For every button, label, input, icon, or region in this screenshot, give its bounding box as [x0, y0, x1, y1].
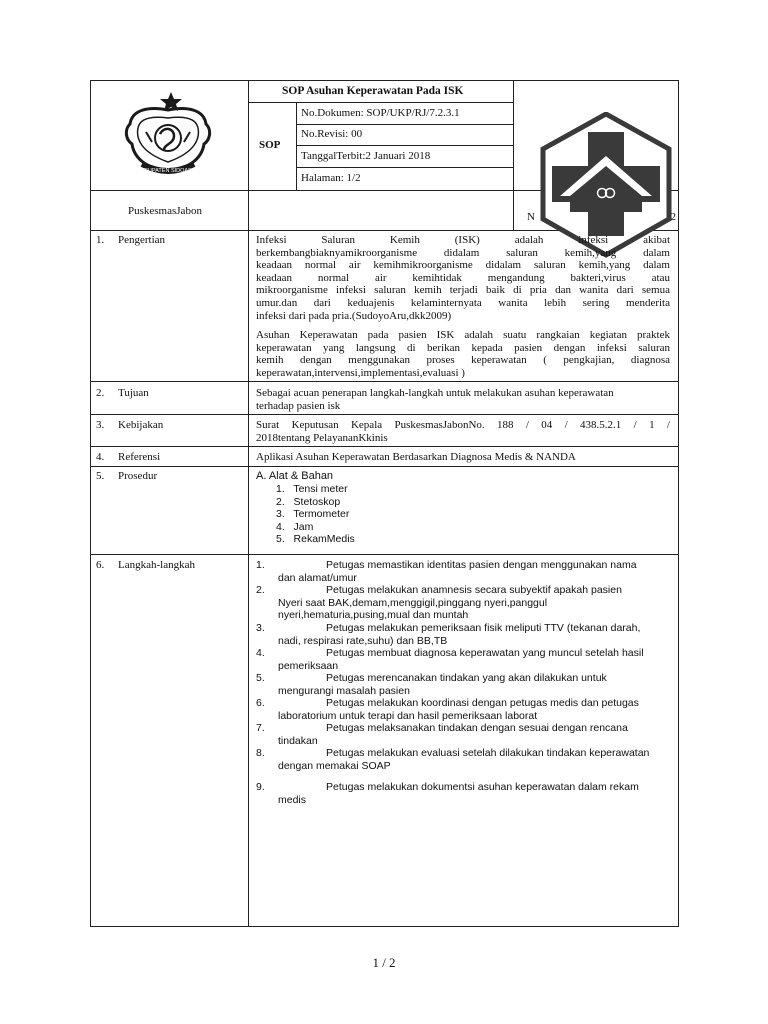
pengertian-p1-line: keadaan normal air kemihtidak mengandung bakteri,virus atau: [256, 271, 670, 284]
pengertian-paragraph-1: [256, 234, 670, 322]
alat-bahan-list: [276, 483, 355, 546]
sop-divider: [296, 102, 297, 190]
alat-item-5: [276, 533, 355, 546]
sidoarjo-emblem-icon: [116, 86, 216, 184]
pengertian-p2-line: keperawatan yang langsung di berikan kepada pasien dengan infeksi saluran: [256, 341, 670, 354]
step-text-continued: medis: [278, 793, 307, 806]
step-text-continued: tindakan: [278, 734, 318, 747]
step-text: Petugas merencanakan tindakan yang akan dilakukan untuk: [326, 672, 607, 684]
pengertian-p1-line: umur.dan dari keduajenis kelaminternyata wanita lebih sering menderita: [256, 296, 670, 309]
step-text-continued: dengan memakai SOAP: [278, 759, 391, 772]
section-6-label: Langkah-langkah: [118, 559, 195, 571]
section-line-5: [90, 466, 678, 467]
section-line-4: [90, 446, 678, 447]
section-2-number: 2.: [96, 387, 105, 399]
step-number: 4.: [256, 647, 265, 659]
pengertian-p2-line: keperawatan,intervensi,implementasi,evaluasi ): [256, 366, 465, 379]
alat-item-text: Stetoskop: [293, 495, 341, 508]
alat-item-text: Termometer: [293, 508, 350, 520]
alat-item-number: 2.: [276, 495, 285, 508]
section-4-number: 4.: [96, 451, 105, 463]
meta-row-line-3: [296, 167, 514, 168]
step-number: 5.: [256, 672, 265, 684]
step-text-continued: laboratorium untuk terapi dan hasil pemeriksaan laborat: [278, 709, 538, 722]
section-5-number: 5.: [96, 470, 105, 482]
tujuan-line-2: terhadap pasien isk: [256, 400, 341, 412]
alat-item-4: [276, 521, 355, 534]
no-dokumen: No.Dokumen: SOP/UKP/RJ/7.2.3.1: [301, 107, 460, 119]
section-line-2: [90, 381, 678, 382]
section-3-label: Kebijakan: [118, 419, 164, 431]
pengertian-p1-line: infeksi dari pada pria.(SudoyoAru,dkk2009): [256, 309, 452, 322]
step-number: 9.: [256, 781, 265, 793]
alat-item-text: Jam: [293, 520, 314, 533]
alat-item-text: RekamMedis: [293, 533, 355, 545]
alat-item-text: Tensi meter: [293, 483, 348, 495]
section-1-number: 1.: [96, 234, 105, 246]
meta-row-line-2: [296, 145, 514, 146]
puskesmas-name: PuskesmasJabon: [128, 205, 202, 217]
section-2-label: Tujuan: [118, 387, 149, 399]
page-number: 1 / 2: [372, 955, 396, 970]
tujuan-line-1: Sebagai acuan penerapan langkah-langkah untuk melakukan asuhan keperawatan: [256, 387, 614, 399]
kebijakan-line-2: 2018tentang PelayananKkinis: [256, 432, 388, 444]
border-right: [678, 80, 679, 927]
step-text: Petugas melakukan dokumentsi asuhan keperawatan dalam rekam: [326, 781, 639, 793]
no-revisi: No.Revisi: 00: [301, 128, 363, 140]
alat-item-number: 1.: [276, 483, 285, 495]
column-divider: [248, 80, 249, 927]
step-number: 8.: [256, 747, 265, 759]
step-text-continued: pemeriksaan: [278, 659, 339, 672]
section-3-number: 3.: [96, 419, 105, 431]
alat-item-2: [276, 496, 355, 509]
sop-label: SOP: [259, 139, 281, 151]
alat-item-number: 5.: [276, 533, 285, 545]
section-line-6: [90, 554, 678, 555]
pengertian-paragraph-2: [256, 329, 670, 379]
halaman: Halaman: 1/2: [301, 172, 361, 184]
pengertian-p2-line: kemih dengan menggunakan proses keperawatan ( pengkajian, diagnosa: [256, 354, 670, 367]
pengertian-p1-line: keadaan normal air kemihmikroorganisme didalam saluran kemih,yang dalam: [256, 259, 670, 272]
step-text: Petugas melaksanakan tindakan dengan sesuai dengan rencana: [326, 722, 628, 734]
pengertian-p1-line: mikroorganisme infeksi saluran kemih terjadi baik di pria dan wanita dari semua: [256, 284, 670, 297]
alat-bahan-heading: A. Alat & Bahan: [256, 470, 334, 482]
border-bottom: [90, 926, 678, 927]
sop-title: SOP Asuhan Keperawatan Pada ISK: [282, 85, 464, 97]
step-text-continued: dan alamat/umur: [278, 571, 357, 584]
pengertian-p2-line: Asuhan Keperawatan pada pasien ISK adalah suatu rangkaian kegiatan praktek: [256, 329, 670, 341]
section-4-label: Referensi: [118, 451, 161, 463]
section-6-number: 6.: [96, 559, 105, 571]
border-left: [90, 80, 91, 927]
step-text: Petugas melakukan koordinasi dengan petugas medis dan petugas: [326, 697, 639, 709]
section-line-3: [90, 414, 678, 415]
meta-row-line-1: [296, 124, 514, 125]
section-5-label: Prosedur: [118, 470, 158, 482]
step-text-continued: nadi, respirasi rate,suhu) dan BB,TB: [278, 634, 448, 647]
alat-item-3: [276, 508, 355, 521]
step-number: 6.: [256, 697, 265, 709]
step-text-continued: nyeri,hematuria,pusing,mual dan muntah: [278, 609, 469, 621]
step-text: Petugas membuat diagnosa keperawatan yang muncul setelah hasil: [326, 647, 644, 659]
tanggal-terbit: TanggalTerbit:2 Januari 2018: [301, 150, 431, 162]
alat-item-number: 3.: [276, 508, 285, 520]
step-text-continued: Nyeri saat BAK,demam,menggigil,pinggang nyeri,panggul: [278, 596, 548, 609]
step-text: Petugas melakukan evaluasi setelah dilakukan tindakan keperawatan: [326, 747, 650, 759]
step-number: 3.: [256, 622, 265, 634]
signature-fragment-right: 2: [670, 211, 676, 223]
kebijakan-line-1: Surat Keputusan Kepala PuskesmasJabonNo. 188 / 04 / 438.5.2.1 / 1 /: [256, 419, 670, 431]
pengertian-p1-line: Infeksi Saluran Kemih (ISK) adalah infeksi akibat: [256, 234, 670, 246]
referensi-text: Aplikasi Asuhan Keperawatan Berdasarkan Diagnosa Medis & NANDA: [256, 451, 576, 463]
border-top: [90, 80, 678, 81]
step-text-continued: mengurangi masalah pasien: [278, 684, 410, 697]
alat-item-number: 4.: [276, 520, 285, 533]
emblem-text: KABUPATEN SIDOARJO: [136, 168, 200, 174]
section-1-label: Pengertian: [118, 234, 166, 246]
step-text: Petugas melakukan pemeriksaan fisik meliputi TTV (tekanan darah,: [326, 622, 641, 634]
pengertian-p1-line: berkembangbiaknyamikroorganisme didalam saluran kemih,yang dalam: [256, 246, 670, 259]
step-number: 1.: [256, 559, 265, 571]
title-underline: [248, 102, 514, 103]
step-text: Petugas melakukan anamnesis secara subyektif apakah pasien: [326, 584, 622, 596]
alat-item-1: [276, 483, 355, 496]
step-number: 2.: [256, 584, 265, 596]
step-text: Petugas memastikan identitas pasien dengan menggunakan nama: [326, 559, 637, 571]
step-number: 7.: [256, 722, 265, 734]
signature-fragment-left: N: [527, 211, 535, 223]
